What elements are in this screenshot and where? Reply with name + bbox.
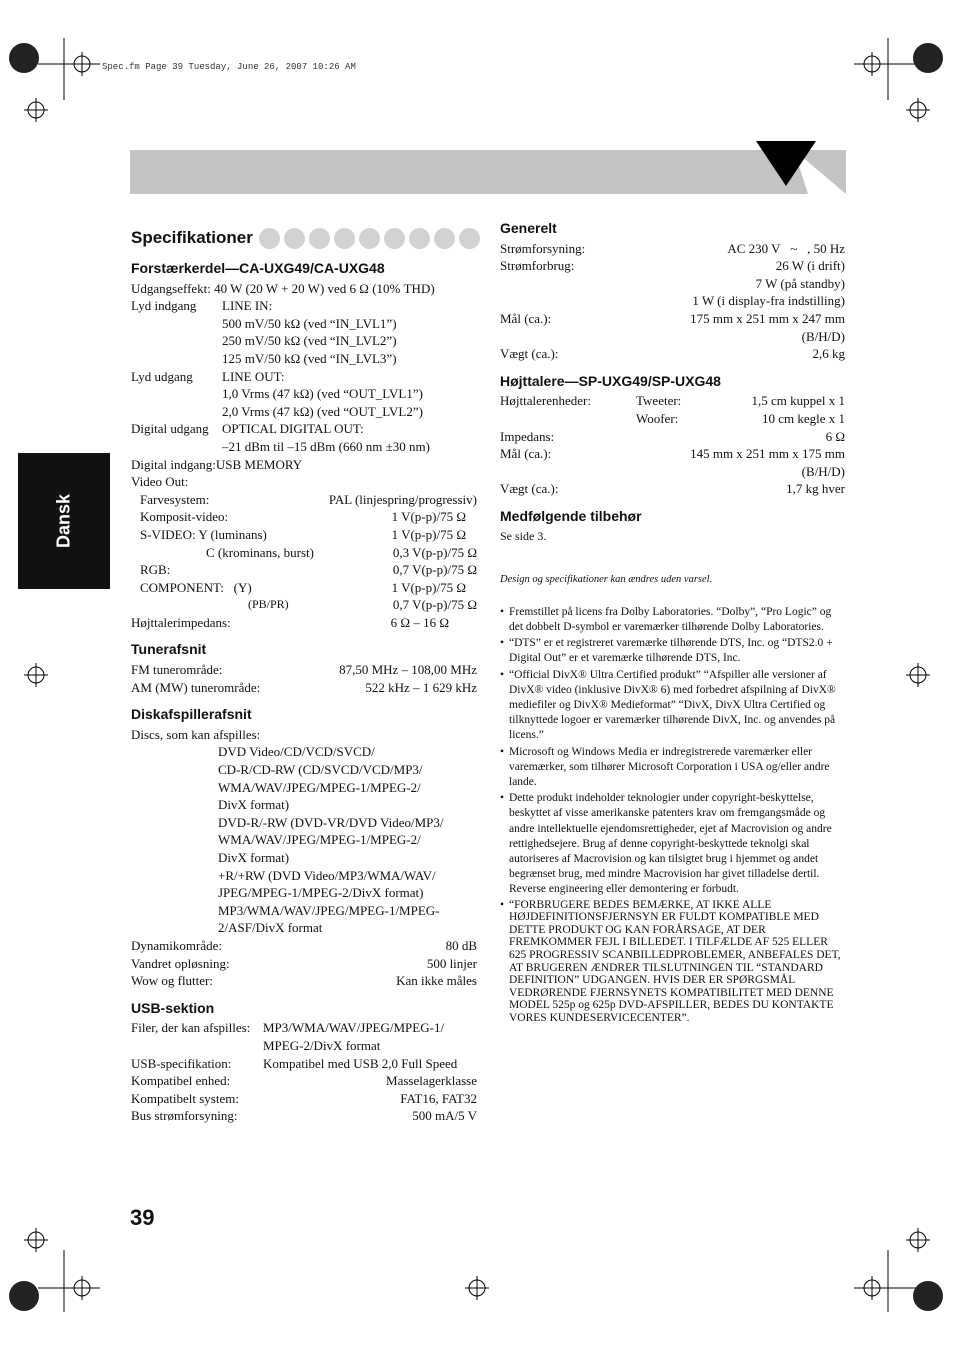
accessories-text: Se side 3. bbox=[500, 528, 547, 543]
usb-device: Kompatibel enhed: Masselagerklasse bbox=[131, 1073, 477, 1089]
speaker-weight: Vægt (ca.): 1,7 kg hver bbox=[500, 481, 845, 497]
usb-spec: USB-specifikation: Kompatibel med USB 2,0 Full Speed bbox=[131, 1055, 458, 1071]
impedance: Impedans: 6 Ω bbox=[500, 428, 845, 444]
trademark-notes bbox=[500, 605, 845, 1025]
general-heading: Generelt bbox=[500, 220, 557, 236]
digital-in: Digital indgang:USB MEMORY bbox=[131, 456, 303, 472]
tweeter: Højttalerenheder: Tweeter: 1,5 cm kuppel x 1 bbox=[500, 393, 845, 409]
title-dots bbox=[259, 228, 480, 249]
speakers-heading: Højttalere—SP-UXG49/SP-UXG48 bbox=[500, 372, 721, 389]
amp-heading: Forstærkerdel—CA-UXG49/CA-UXG48 bbox=[131, 260, 385, 276]
component-y: COMPONENT: (Y) 1 V(p-p)/75 Ω bbox=[140, 579, 466, 595]
usb-heading: USB-sektion bbox=[131, 999, 215, 1016]
output-power: Udgangseffekt: 40 W (20 W + 20 W) ved 6 Ω (10% THD) bbox=[131, 280, 435, 296]
dynamic-range: Dynamikområde: 80 dB bbox=[131, 937, 477, 953]
s-video: S-VIDEO: Y (luminans) 1 V(p-p)/75 Ω bbox=[140, 526, 466, 542]
list-item: • “DTS” er et registreret varemærke tilhørende DTS, Inc. og “DTS2.0 + Digital Out” er et varemærke tilhørende DTS, Inc. bbox=[500, 636, 845, 666]
digital-out: Digital udgang OPTICAL DIGITAL OUT: bbox=[131, 421, 364, 437]
page-meta: Spec.fm Page 39 Tuesday, June 26, 2007 10:26 AM bbox=[102, 62, 356, 72]
wow-flutter: Wow og flutter: Kan ikke måles bbox=[131, 973, 477, 989]
video-out: Video Out: bbox=[131, 474, 189, 490]
list-item: • “Official DivX® Ultra Certified produkt” “Afspiller alle versioner af DivX® video (inklusive DivX® 6) med forbedret afspilning af DivX® mediefiler og DivX® Medieformat” “DivX, DivX Ultra Certified og tilknyttede logoer er varemærker tilhørende DivX, Inc. og anvendes på licens.” bbox=[500, 668, 845, 744]
power-supply: Strømforsyning: AC 230 V ~ , 50 Hz bbox=[500, 240, 845, 256]
list-item: • Microsoft og Windows Media er indregistrerede varemærker eller varemærker, som tilhører Microsoft Corporation i USA og/eller andre lande. bbox=[500, 745, 845, 791]
language-tab bbox=[18, 453, 110, 589]
weight: Vægt (ca.): 2,6 kg bbox=[500, 346, 845, 362]
audio-out: Lyd udgang LINE OUT: bbox=[131, 368, 285, 384]
woofer: Woofer: 10 cm kegle x 1 bbox=[636, 410, 845, 426]
language-tab-label: Dansk bbox=[53, 493, 74, 549]
fm-range: FM tunerområde: 87,50 MHz – 108,00 MHz bbox=[131, 662, 477, 678]
s-video-c: C (krominans, burst) 0,3 V(p-p)/75 Ω bbox=[206, 544, 477, 560]
component-pbpr: (PB/PR) 0,7 V(p-p)/75 Ω bbox=[248, 597, 477, 613]
right-column: Generelt Strømforsyning: AC 230 V ~ , 50 Hz Strømforbrug: 26 W (i drift) 7 W (på standby) 1 W (i display-fra indstilling) Mål (ca.): 175 mm x 251 mm x 247 mm (B/H/D) Vægt (ca.): 2,6 kg Højttalere—SP-UXG49/SP-UXG48 Højttalerenheder: Tweeter: 1,5 cm kuppel x 1 Woofer: 10 cm kegle x 1 Impedans: 6 Ω Mål (ca.): 145 mm x 251 mm x 175 mm (B/H/D) Vægt (ca.): 1,7 kg hver Medfølgende tilbehør Se side 3. Design og specifikationer kan ændres uden varsel. • Fremstillet på licens fra Dolby Laboratories. “Dolby”, “Pro Logic” og det dobbelt D-symbol er varemærker tilhørende Dolby Laboratories. • “DTS” er et registreret varemærke tilhørende DTS, Inc. og “DTS2.0 + Digital Out” er et varemærke tilhørende DTS, Inc. • “Official DivX® Ultra Certified produkt” “Afspiller alle versioner af DivX® video (inklusive DivX® 6) med forbedret afspilning af DivX® mediefiler og DivX® Medieformat” “DivX, DivX Ultra Certified og tilknyttede logoer er varemærker tilhørende DivX, Inc. og anvendes på licens.” • Microsoft og Windows Media er indregistrerede varemærker eller varemærker, som tilhører Microsoft Corporation i USA og/eller andre lande. • Dette produkt indeholder teknologier under copyright-beskyttelse, beskyttet af visse amerikanske patenters krav om fremgangsmåde og andre intellektuelle ejendomsrettigheder, ejet af Macrovision og andre rettighedsejere. Brug af denne copyright-beskyttede teknolgi skal autoriseres af Macrovision og kan tilsigtet brug i hjemmet og andet begrænset brug, med mindre Macrovision har givet tilladelse dertil. Reverse engineering eller demontering er forbudt. • “FORBRUGERE BEDES BEMÆRKE, AT IKKE ALLE HØJDEFINITIONSFJERNSYN ER FULDT KOMPATIBLE MED DETTE PRODUKT OG KAN FORÅRSAGE, AT DER FREMKOMMER FEJL I BILLEDET. I TILFÆLDE AF 525 ELLER 625 PROGRESSIV SCANBILLEDPROBLEMER, ANBEFALES DET, AT BRUGEREN ÆNDRER TILSLUTNINGEN TIL “STANDARD DEFINITION” UDGANGEN. HVIS DER ER SPØRGSMÅL VEDRØRENDE FJERNSYNETS KOMPATIBILITET MED DENNE MODEL 525p og 625p DVD-AFSPILLER, BEDES DU KONTAKTE VORES KUNDESERVICECENTER”. bbox=[500, 220, 845, 1025]
section-title bbox=[131, 224, 477, 252]
speaker-impedance: Højttalerimpedans: 6 Ω – 16 Ω bbox=[131, 614, 449, 630]
tuner-heading: Tunerafsnit bbox=[131, 641, 207, 658]
rgb: RGB: 0,7 V(p-p)/75 Ω bbox=[140, 562, 477, 578]
discs-label: Discs, som kan afspilles: bbox=[131, 726, 261, 742]
list-item: • Fremstillet på licens fra Dolby Laboratories. “Dolby”, “Pro Logic” og det dobbelt D-symbol er varemærker tilhørende Dolby Laboratories. bbox=[500, 605, 845, 635]
left-column: Specifikationer Forstærkerdel—CA-UXG49/CA-UXG48 Udgangseffekt: 40 W (20 W + 20 W) ved 6 Ω (10% THD) Lyd indgang LINE IN: 500 mV/50 kΩ (ved “IN_LVL1”) 250 mV/50 kΩ (ved “IN_LVL2”) 125 mV/50 kΩ (ved “IN_LVL3”) Lyd udgang LINE OUT: 1,0 Vrms (47 kΩ) (ved “OUT_LVL1”) 2,0 Vrms (47 kΩ) (ved “OUT_LVL2”) Digital udgang OPTICAL DIGITAL OUT: –21 dBm til –15 dBm (660 nm ±30 nm) Digital indgang:USB MEMORY Video Out: Farvesystem: PAL (linjespring/progressiv) Komposit-video: 1 V(p-p)/75 Ω S-VIDEO: Y (luminans) 1 V(p-p)/75 Ω C (krominans, burst) 0,3 V(p-p)/75 Ω RGB: 0,7 V(p-p)/75 Ω COMPONENT: (Y) 1 V(p-p)/75 Ω (PB/PR) 0,7 V(p-p)/75 Ω Højttalerimpedans: 6 Ω – 16 Ω Tunerafsnit FM tunerområde: 87,50 MHz – 108,00 MHz AM (MW) tunerområde: 522 kHz – 1 629 kHz Diskafspillerafsnit Discs, som kan afspilles: DVD Video/CD/VCD/SVCD/ CD-R/CD-RW (CD/SVCD/VCD/MP3/ WMA/WAV/JPEG/MPEG-1/MPEG-2/ DivX format) DVD-R/-RW (DVD-VR/DVD Video/MP3/ WMA/WAV/JPEG/MPEG-1/MPEG-2/ DivX format) +R/+RW (DVD Video/MP3/WMA/WAV/ JPEG/MPEG-1/MPEG-2/DivX format) MP3/WMA/WAV/JPEG/MPEG-1/MPEG- 2/ASF/DivX format Dynamikområde: 80 dB Vandret opløsning: 500 linjer Wow og flutter: Kan ikke måles USB-sektion Filer, der kan afspilles: MP3/WMA/WAV/JPEG/MPEG-1/ MPEG-2/DivX format USB-specifikation: Kompatibel med USB 2,0 Full Speed Kompatibel enhed: Masselagerklasse Kompatibelt system: FAT16, FAT32 Bus strømforsyning: 500 mA/5 V bbox=[131, 224, 477, 1125]
power-consumption: Strømforbrug: 26 W (i drift) bbox=[500, 258, 845, 274]
list-item: • Dette produkt indeholder teknologier under copyright-beskyttelse, beskyttet af visse amerikanske patenters krav om fremgangsmåde og andre intellektuelle ejendomsrettigheder, ejet af Macrovision og andre rettighedsejere. Brug af denne copyright-beskyttede teknolgi skal autoriseres af Macrovision og kan tilsigtet brug i hjemmet og andet begrænset brug, med mindre Macrovision har givet tilladelse dertil. Reverse engineering eller demontering er forbudt. bbox=[500, 791, 845, 897]
dimensions: Mål (ca.): 175 mm x 251 mm x 247 mm bbox=[500, 310, 845, 326]
discs-list: DVD Video/CD/VCD/SVCD/ CD-R/CD-RW (CD/SVCD/VCD/MP3/ WMA/WAV/JPEG/MPEG-1/MPEG-2/ DivX format) DVD-R/-RW (DVD-VR/DVD Video/MP3/ WMA/WAV/JPEG/MPEG-1/MPEG-2/ DivX format) +R/+RW (DVD Video/MP3/WMA/WAV/ JPEG/MPEG-1/MPEG-2/DivX format) MP3/WMA/WAV/JPEG/MPEG-1/MPEG- 2/ASF/DivX format bbox=[218, 744, 444, 936]
audio-in: Lyd indgang LINE IN: bbox=[131, 298, 273, 314]
accessories-heading: Medfølgende tilbehør bbox=[500, 507, 642, 524]
composite-video: Komposit-video: 1 V(p-p)/75 Ω bbox=[140, 509, 466, 525]
usb-system: Kompatibelt system: FAT16, FAT32 bbox=[131, 1090, 477, 1106]
disclaimer-note: Design og specifikationer kan ændres uden varsel. bbox=[500, 574, 713, 586]
page-number: 39 bbox=[130, 1205, 155, 1230]
am-range: AM (MW) tunerområde: 522 kHz – 1 629 kHz bbox=[131, 679, 477, 695]
disc-heading: Diskafspillerafsnit bbox=[131, 706, 252, 723]
usb-files: Filer, der kan afspilles: MP3/WMA/WAV/JPEG/MPEG-1/ bbox=[131, 1020, 445, 1036]
speaker-dimensions: Mål (ca.): 145 mm x 251 mm x 175 mm bbox=[500, 446, 845, 462]
horizontal-resolution: Vandret opløsning: 500 linjer bbox=[131, 955, 477, 971]
list-item: • “FORBRUGERE BEDES BEMÆRKE, AT IKKE ALLE HØJDEFINITIONSFJERNSYN ER FULDT KOMPATIBLE MED DETTE PRODUKT OG KAN FORÅRSAGE, AT DER FREMKOMMER FEJL I BILLEDET. I TILFÆLDE AF 525 ELLER 625 PROGRESSIV SCANBILLEDPROBLEMER, ANBEFALES DET, AT BRUGEREN ÆNDRER TILSLUTNINGEN TIL “STANDARD DEFINITION” UDGANGEN. HVIS DER ER SPØRGSMÅL VEDRØRENDE FJERNSYNETS KOMPATIBILITET MED DENNE MODEL 525p og 625p DVD-AFSPILLER, BEDES DU KONTAKTE VORES KUNDESERVICECENTER”. bbox=[500, 899, 845, 1025]
usb-bus-power: Bus strømforsyning: 500 mA/5 V bbox=[131, 1108, 477, 1124]
page-title: Specifikationer bbox=[131, 228, 253, 248]
color-system: Farvesystem: PAL (linjespring/progressiv) bbox=[140, 491, 477, 507]
